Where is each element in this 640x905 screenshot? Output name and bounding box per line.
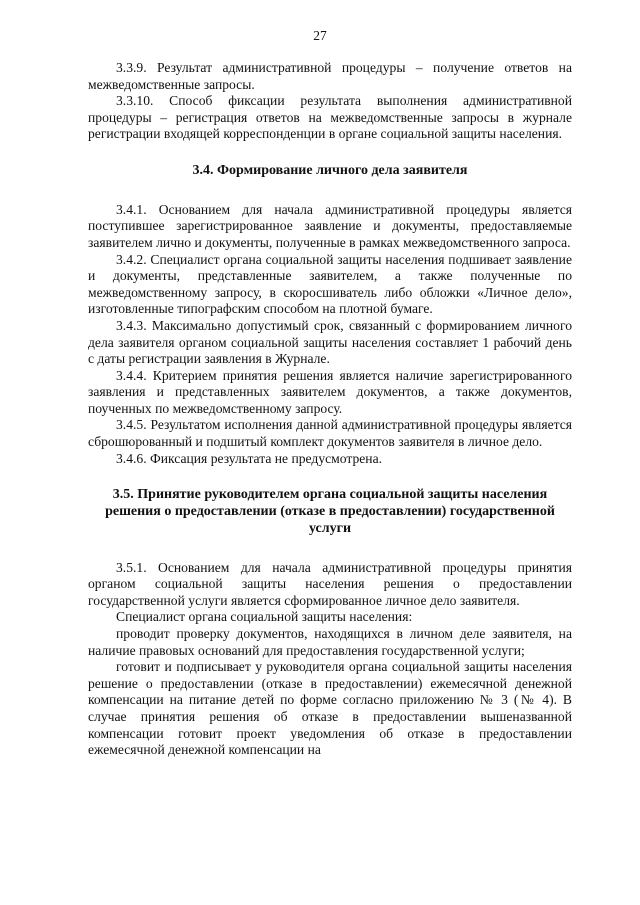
paragraph-3-4-4: 3.4.4. Критерием принятия решения является наличие зарегистрированного заявления и представленных заявителем документов, а также документов, поученных по межведомственному запросу.: [88, 367, 572, 416]
paragraph-3-4-5: 3.4.5. Результатом исполнения данной административной процедуры является сброшюрованный и подшитый комплект документов заявителя в личное дело.: [88, 417, 572, 450]
section-heading-3-4: 3.4. Формирование личного дела заявителя: [192, 162, 468, 178]
paragraph-3-4-2: 3.4.2. Специалист органа социальной защиты населения подшивает заявление и документы, представленные заявителем, а также полученные по межведомственному запросу, в скоросшиватель либо обложки «Личное дело», изготовленные типографским способом на плотной бумаге.: [88, 251, 572, 317]
paragraph-checks-documents: проводит проверку документов, находящихся в личном деле заявителя, на наличие правовых оснований для предоставления государственной услуги;: [88, 626, 572, 658]
paragraph-specialist: Специалист органа социальной защиты населения:: [116, 609, 413, 625]
paragraph-3-3-9: 3.3.9. Результат административной процедуры – получение ответов на межведомственные запросы.: [88, 60, 572, 92]
paragraph-3-3-10: 3.3.10. Способ фиксации результата выполнения административной процедуры – регистрация ответов на межведомственные запросы в журнале регистрации входящей корреспонденции в органе социальной защиты населения.: [88, 93, 572, 142]
paragraph-3-4-6: 3.4.6. Фиксация результата не предусмотрена.: [116, 450, 383, 466]
paragraph-prepares-decision: готовит и подписывает у руководителя органа социальной защиты населения решение о предоставлении (отказе в предоставлении) ежемесячной денежной компенсации на питание детей по форме согласно приложению № 3 (№ 4). В случае принятия решения об отказе в предоставлении вышеназванной компенсации готовит проект уведомления об отказе в предоставлении ежемесячной денежной компенсации на: [88, 659, 572, 758]
page-number: 27: [313, 28, 327, 43]
paragraph-3-4-1: 3.4.1. Основанием для начала административной процедуры является поступившее зарегистрированное заявление и документы, предоставляемые заявителем лично и документы, полученные в рамках межведомственного запроса.: [88, 201, 572, 250]
paragraph-3-4-3: 3.4.3. Максимально допустимый срок, связанный с формированием личного дела заявителя органом социальной защиты населения составляет 1 рабочий день с даты регистрации заявления в Журнале.: [88, 317, 572, 367]
paragraph-3-5-1: 3.5.1. Основанием для начала административной процедуры принятия органом социальной защиты населения решения о предоставлении государственной услуги является сформированное личное дело заявителя.: [88, 559, 572, 608]
section-heading-3-5: 3.5. Принятие руководителем органа социальной защиты населения решения о предоставлении (отказе в предоставлении) государственной услуги: [105, 487, 555, 536]
document-body: [88, 60, 572, 759]
